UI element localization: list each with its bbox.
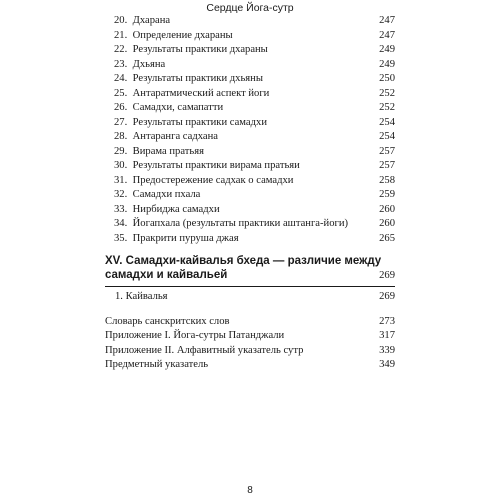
toc-item-list xyxy=(105,14,395,246)
toc-entry xyxy=(105,358,395,373)
toc-entry-text xyxy=(114,130,218,145)
toc-entry-number: 20. xyxy=(114,15,128,26)
toc-entry xyxy=(105,101,395,116)
toc-entry xyxy=(105,217,395,232)
toc-entry-text xyxy=(105,315,230,330)
toc-entry-title: Словарь санскритских слов xyxy=(105,315,230,327)
toc-entry-text xyxy=(114,159,300,174)
toc-entry xyxy=(105,14,395,29)
toc-entry-number: 24. xyxy=(114,73,128,84)
toc-entry-number: 32. xyxy=(114,189,128,200)
toc-entry-number: 29. xyxy=(114,145,128,157)
toc-entry-title: Результаты практики вирама пратьяи xyxy=(132,160,300,171)
section-title-line-2: самадхи и кайвальей xyxy=(105,269,228,281)
toc-entry-title: Определение дхараны xyxy=(132,29,233,41)
toc-entry-number: 1. xyxy=(115,291,123,302)
toc-entry-text xyxy=(114,58,165,73)
toc-entry-title: Результаты практики дхьяны xyxy=(132,73,263,84)
toc-entry-title: Приложение II. Алфавитный указатель сутр xyxy=(105,344,304,356)
toc-entry-text xyxy=(114,217,348,232)
toc-entry-text xyxy=(114,14,170,29)
toc-entry-title: Антаратмический аспект йоги xyxy=(132,87,270,99)
toc-entry-number: 30. xyxy=(114,160,128,171)
toc-entry-page: 252 xyxy=(379,102,395,113)
toc-entry-text xyxy=(114,116,267,131)
toc-entry-page: 260 xyxy=(379,203,395,215)
toc-entry-text xyxy=(105,329,284,344)
toc-entry-title: Самадхи пхала xyxy=(132,189,201,200)
toc-entry xyxy=(105,290,395,305)
toc-entry-page: 259 xyxy=(379,189,395,200)
toc-entry xyxy=(105,145,395,160)
toc-entry xyxy=(105,329,395,344)
toc-entry-number: 35. xyxy=(114,232,128,244)
toc-entry-text xyxy=(105,358,208,373)
toc-entry-number: 25. xyxy=(114,87,128,99)
toc-entry-page: 254 xyxy=(379,131,395,142)
toc-entry-title: Предостережение садхак о самадхи xyxy=(132,174,294,186)
toc-entry-title: Приложение I. Йога-сутры Патанджали xyxy=(105,330,285,341)
toc-entry xyxy=(105,58,395,73)
table-of-contents xyxy=(105,14,395,373)
toc-entry xyxy=(105,203,395,218)
toc-entry-title: Нирбиджа самадхи xyxy=(132,203,220,215)
toc-entry-number: 33. xyxy=(114,203,128,215)
toc-entry-title: Йогапхала (результаты практики аштанга-йоги) xyxy=(132,218,349,229)
toc-entry-page: 260 xyxy=(379,218,395,229)
toc-entry-number: 27. xyxy=(114,116,128,128)
toc-entry-page: 250 xyxy=(379,73,395,84)
toc-entry-page: 339 xyxy=(379,344,395,356)
toc-entry-title: Самадхи, самапатти xyxy=(132,102,224,113)
toc-entry-title: Результаты практики самадхи xyxy=(132,116,267,128)
toc-entry xyxy=(105,130,395,145)
toc-entry-text xyxy=(114,232,239,247)
toc-entry-text xyxy=(115,290,168,305)
toc-entry-text xyxy=(114,72,263,87)
toc-entry xyxy=(105,174,395,189)
toc-entry-page: 249 xyxy=(379,58,395,70)
toc-entry-page: 247 xyxy=(379,15,395,26)
appendix-list xyxy=(105,315,395,373)
toc-entry-page: 254 xyxy=(379,116,395,128)
toc-entry-title: Дхарана xyxy=(132,15,171,26)
section-title-row-2 xyxy=(105,268,395,283)
toc-entry-page: 265 xyxy=(379,232,395,244)
toc-entry-title: Кайвалья xyxy=(125,291,168,302)
running-header: Сердце Йога-сутр xyxy=(206,2,294,14)
toc-entry-page: 269 xyxy=(379,291,395,302)
toc-entry-text xyxy=(114,145,204,160)
toc-entry xyxy=(105,159,395,174)
toc-entry-page: 257 xyxy=(379,145,395,157)
toc-entry-text xyxy=(114,43,268,58)
toc-entry-number: 34. xyxy=(114,218,128,229)
toc-entry-number: 22. xyxy=(114,44,128,55)
page-number: 8 xyxy=(247,485,253,496)
toc-entry-text xyxy=(114,174,293,189)
section-item-list xyxy=(105,290,395,305)
toc-entry-number: 23. xyxy=(114,58,128,70)
toc-entry-title: Вирама пратьяя xyxy=(132,145,204,157)
toc-entry-number: 21. xyxy=(114,29,128,41)
toc-entry-text xyxy=(114,29,233,44)
toc-entry xyxy=(105,43,395,58)
toc-entry-number: 26. xyxy=(114,102,128,113)
toc-entry-title: Пракрити пуруша джая xyxy=(132,232,239,244)
toc-entry-title: Антаранга садхана xyxy=(132,131,218,142)
toc-entry xyxy=(105,87,395,102)
spacer xyxy=(105,305,395,315)
toc-entry-page: 349 xyxy=(379,359,395,370)
toc-entry xyxy=(105,72,395,87)
toc-entry xyxy=(105,315,395,330)
toc-entry-page: 247 xyxy=(379,29,395,41)
section-title-line-1: XV. Самадхи-кайвалья бхеда — различие между xyxy=(105,255,382,267)
toc-entry-page: 273 xyxy=(379,315,395,327)
toc-entry-title: Дхьяна xyxy=(132,58,166,70)
toc-entry-text xyxy=(114,188,200,203)
toc-entry-number: 28. xyxy=(114,131,128,142)
toc-entry-title: Предметный указатель xyxy=(105,359,209,370)
section-page-number: 269 xyxy=(379,270,395,281)
toc-entry-page: 257 xyxy=(379,160,395,171)
toc-entry-page: 258 xyxy=(379,174,395,186)
toc-entry-page: 252 xyxy=(379,87,395,99)
toc-entry-title: Результаты практики дхараны xyxy=(132,44,268,55)
toc-entry xyxy=(105,188,395,203)
toc-entry xyxy=(105,116,395,131)
section-heading xyxy=(105,254,395,283)
toc-entry-text xyxy=(114,101,223,116)
toc-entry-text xyxy=(114,203,220,218)
section-divider xyxy=(105,286,395,287)
toc-entry-page: 249 xyxy=(379,44,395,55)
toc-entry xyxy=(105,29,395,44)
toc-entry xyxy=(105,232,395,247)
toc-entry-text xyxy=(114,87,269,102)
toc-entry-number: 31. xyxy=(114,174,128,186)
toc-entry xyxy=(105,344,395,359)
toc-entry-page: 317 xyxy=(379,330,395,341)
toc-entry-text xyxy=(105,344,303,359)
